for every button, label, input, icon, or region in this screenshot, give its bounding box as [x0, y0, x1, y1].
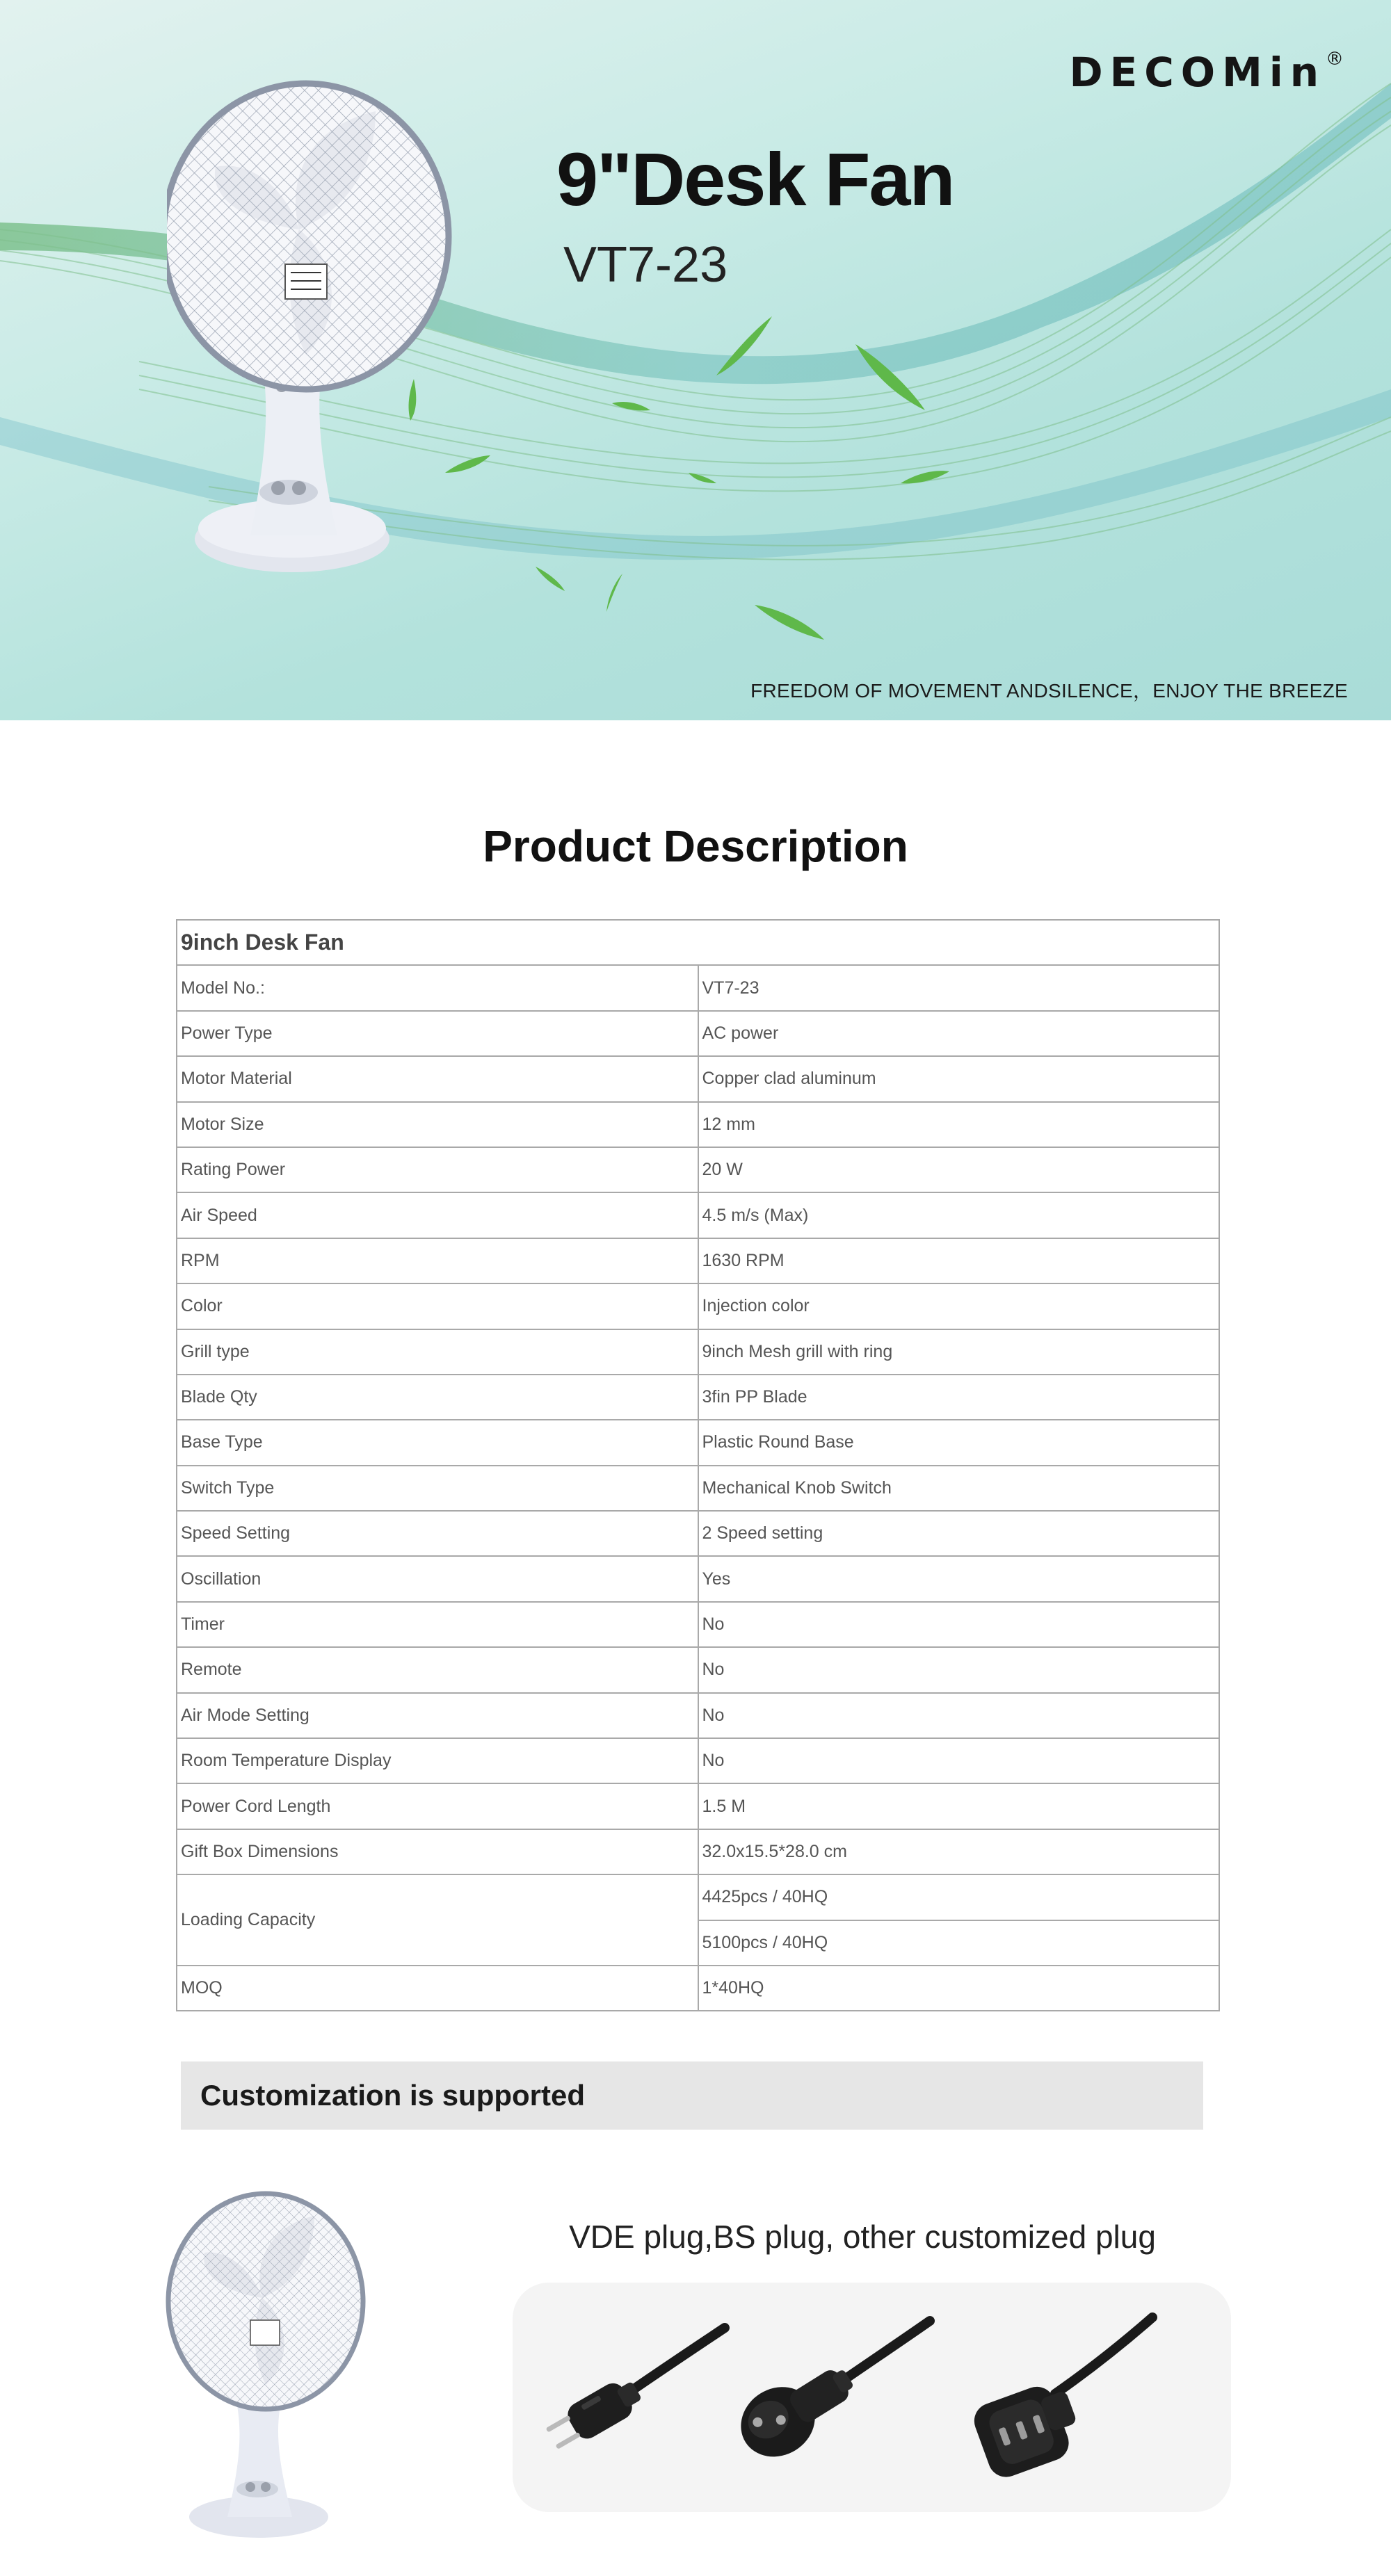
- table-row: [177, 1783, 1219, 1829]
- spec-value: Yes: [698, 1556, 1220, 1601]
- table-row: [177, 1466, 1219, 1511]
- spec-label: MOQ: [177, 1966, 698, 2011]
- section-title: Product Description: [483, 821, 908, 871]
- spec-value: No: [698, 1647, 1220, 1692]
- table-row: [177, 1192, 1219, 1238]
- table-caption-row: [177, 920, 1219, 965]
- spec-label: Remote: [177, 1647, 698, 1692]
- table-row: [177, 1647, 1219, 1692]
- table-row: [177, 1420, 1219, 1465]
- spec-label: Base Type: [177, 1420, 698, 1465]
- table-row: [177, 1238, 1219, 1283]
- table-row: [177, 1556, 1219, 1601]
- spec-label: Air Mode Setting: [177, 1693, 698, 1738]
- spec-value: VT7-23: [698, 965, 1220, 1010]
- spec-value: 4425pcs / 40HQ: [698, 1874, 1220, 1920]
- plug-options-panel: [513, 2283, 1231, 2512]
- table-row: [177, 965, 1219, 1010]
- spec-value: No: [698, 1738, 1220, 1783]
- spec-label: RPM: [177, 1238, 698, 1283]
- spec-value: Injection color: [698, 1283, 1220, 1329]
- bs-plug-icon: [951, 2310, 1159, 2498]
- spec-value: Copper clad aluminum: [698, 1056, 1220, 1101]
- spec-value: 5100pcs / 40HQ: [698, 1920, 1220, 1966]
- spec-label: Motor Size: [177, 1102, 698, 1147]
- spec-value: Plastic Round Base: [698, 1420, 1220, 1465]
- table-row: [177, 1283, 1219, 1329]
- spec-label: Power Cord Length: [177, 1783, 698, 1829]
- spec-label: Gift Box Dimensions: [177, 1829, 698, 1874]
- spec-table: [176, 919, 1220, 2011]
- hero-banner: [0, 0, 1391, 720]
- spec-label: Timer: [177, 1602, 698, 1647]
- table-row: [177, 1147, 1219, 1192]
- spec-value: AC power: [698, 1011, 1220, 1056]
- spec-value: 2 Speed setting: [698, 1511, 1220, 1556]
- spec-label: Room Temperature Display: [177, 1738, 698, 1783]
- hero-title: 9"Desk Fan: [556, 137, 954, 221]
- table-row: [177, 1738, 1219, 1783]
- table-row: [177, 1375, 1219, 1420]
- hero-model-number: VT7-23: [563, 237, 728, 293]
- table-row: [177, 1966, 1219, 2011]
- spec-label: Motor Material: [177, 1056, 698, 1101]
- spec-value: 32.0x15.5*28.0 cm: [698, 1829, 1220, 1874]
- spec-value: No: [698, 1693, 1220, 1738]
- table-row: [177, 1329, 1219, 1375]
- spec-label: Power Type: [177, 1011, 698, 1056]
- spec-value: Mechanical Knob Switch: [698, 1466, 1220, 1511]
- table-row: [177, 1102, 1219, 1147]
- spec-value: 20 W: [698, 1147, 1220, 1192]
- brand-logo: DECOMin®: [1069, 49, 1344, 96]
- spec-label: Color: [177, 1283, 698, 1329]
- vde-plug-icon: [540, 2321, 735, 2488]
- spec-value: 1.5 M: [698, 1783, 1220, 1829]
- spec-label: Switch Type: [177, 1466, 698, 1511]
- spec-label: Rating Power: [177, 1147, 698, 1192]
- spec-label: Blade Qty: [177, 1375, 698, 1420]
- spec-label: Air Speed: [177, 1192, 698, 1238]
- spec-value: No: [698, 1602, 1220, 1647]
- spec-value: 1*40HQ: [698, 1966, 1220, 2011]
- hero-slogan: FREEDOM OF MOVEMENT ANDSILENCE，ENJOY THE BREEZE: [750, 680, 1348, 702]
- spec-label: Speed Setting: [177, 1511, 698, 1556]
- customization-banner: Customization is supported: [181, 2061, 1203, 2130]
- table-row: [177, 1602, 1219, 1647]
- spec-label: Loading Capacity: [177, 1874, 698, 1966]
- table-row: [177, 1011, 1219, 1056]
- spec-label: Model No.:: [177, 965, 698, 1010]
- table-row: [177, 1693, 1219, 1738]
- desk-fan-small-image: [161, 2173, 384, 2541]
- table-row: [177, 1874, 1219, 1920]
- desk-fan-image: [167, 49, 487, 584]
- table-caption: 9inch Desk Fan: [177, 920, 1219, 965]
- spec-label: Oscillation: [177, 1556, 698, 1601]
- spec-value: 12 mm: [698, 1102, 1220, 1147]
- spec-value: 1630 RPM: [698, 1238, 1220, 1283]
- table-row: [177, 1511, 1219, 1556]
- plug-heading: VDE plug,BS plug, other customized plug: [569, 2219, 1156, 2255]
- spec-value: 4.5 m/s (Max): [698, 1192, 1220, 1238]
- spec-value: 9inch Mesh grill with ring: [698, 1329, 1220, 1375]
- spec-value: 3fin PP Blade: [698, 1375, 1220, 1420]
- schuko-plug-icon: [728, 2314, 937, 2495]
- spec-label: Grill type: [177, 1329, 698, 1375]
- table-row: [177, 1056, 1219, 1101]
- table-row: [177, 1829, 1219, 1874]
